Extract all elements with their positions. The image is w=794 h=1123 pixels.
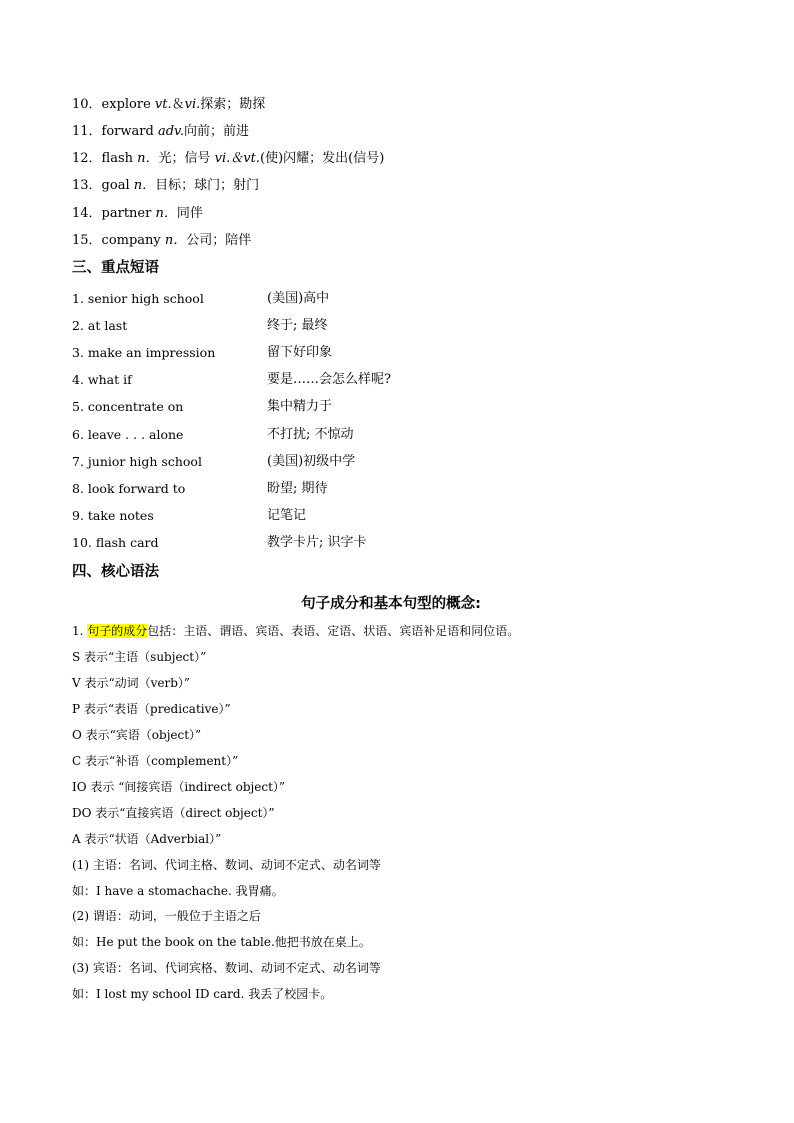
phrase-english: 10. flash card <box>72 535 159 550</box>
vocab-pos: n． <box>137 151 159 166</box>
vocab-meaning: (使)闪耀；发出(信号) <box>260 151 385 166</box>
phrase-chinese: 集中精力于 <box>267 399 333 414</box>
phrase-english: 7. junior high school <box>72 454 202 469</box>
vocab-meaning: 向前；前进 <box>183 124 249 139</box>
vocab-word: forward <box>101 124 158 139</box>
phrase-chinese: 记笔记 <box>267 508 307 523</box>
vocab-number: 11． <box>72 124 102 139</box>
vocab-item <box>72 177 259 194</box>
vocab-number: 10． <box>72 97 102 112</box>
grammar-line: (2) 谓语：动词，一般位于主语之后 <box>72 909 261 923</box>
vocab-number: 14． <box>72 206 102 221</box>
highlighted-term: 句子的成分 <box>87 624 148 638</box>
phrase-english: 6. leave . . . alone <box>72 427 184 442</box>
vocab-word: goal <box>101 178 134 193</box>
phrase-chinese: 要是……会怎么样呢? <box>267 372 391 387</box>
vocab-word: partner <box>101 206 156 221</box>
grammar-line: A 表示“状语（Adverbial）” <box>72 832 222 846</box>
grammar-line: (3) 宾语：名词、代词宾格、数词、动词不定式、动名词等 <box>72 961 381 975</box>
grammar-intro <box>72 623 519 640</box>
phrase-english: 9. take notes <box>72 508 154 523</box>
grammar-line: O 表示“宾语（object）” <box>72 728 202 742</box>
vocab-item <box>72 96 265 113</box>
phrase-english: 1. senior high school <box>72 291 204 306</box>
phrase-english: 8. look forward to <box>72 481 186 496</box>
section-heading-grammar: 四、核心语法 <box>72 564 159 580</box>
vocab-word: flash <box>101 151 138 166</box>
grammar-line: DO 表示“直接宾语（direct object）” <box>72 806 275 820</box>
vocab-pos: n． <box>164 233 187 248</box>
grammar-example: 如：I have a stomachache. 我胃痛。 <box>72 884 284 898</box>
phrase-english: 4. what if <box>72 372 132 387</box>
vocab-number: 15． <box>72 233 102 248</box>
phrase-chinese: 教学卡片; 识字卡 <box>267 535 367 550</box>
vocab-pos2: vi. <box>184 97 201 112</box>
vocab-word: company <box>101 233 165 248</box>
grammar-line: P 表示“表语（predicative）” <box>72 702 231 716</box>
grammar-example: 如：He put the book on the table.他把书放在桌上。 <box>72 935 371 949</box>
vocab-meaning: 探索；勘探 <box>200 97 266 112</box>
grammar-title <box>0 595 794 613</box>
grammar-line: C 表示“补语（complement）” <box>72 754 239 768</box>
phrase-english: 3. make an impression <box>72 345 216 360</box>
vocab-mid: 光；信号 <box>158 151 215 166</box>
vocab-mid: ＆ <box>171 97 185 112</box>
grammar-line: (1) 主语：名词、代词主格、数词、动词不定式、动名词等 <box>72 858 381 872</box>
phrase-chinese: 终于; 最终 <box>267 318 328 333</box>
vocab-pos: n． <box>133 178 156 193</box>
vocab-pos: adv. <box>157 124 184 139</box>
vocab-meaning: 目标；球门；射门 <box>155 178 260 193</box>
vocab-meaning: 公司；陪伴 <box>186 233 252 248</box>
vocab-pos: vt. <box>154 97 172 112</box>
vocab-item <box>72 205 203 222</box>
vocab-item <box>72 123 249 140</box>
phrase-english: 2. at last <box>72 318 128 333</box>
vocab-item <box>72 232 251 249</box>
grammar-intro-text: 包括：主语、谓语、宾语、表语、定语、状语、宾语补足语和同位语。 <box>147 624 520 638</box>
grammar-line: IO 表示 “间接宾语（indirect object）” <box>72 780 286 794</box>
vocab-meaning: 同伴 <box>176 206 203 221</box>
section-heading-phrases: 三、重点短语 <box>72 260 159 276</box>
grammar-line: V 表示“动词（verb）” <box>72 676 191 690</box>
grammar-intro-number: 1. <box>72 624 88 638</box>
vocab-pos2: vi.＆vt. <box>214 151 261 166</box>
phrase-chinese: (美国)高中 <box>267 291 330 306</box>
vocab-word: explore <box>101 97 155 112</box>
phrase-english: 5. concentrate on <box>72 399 184 414</box>
phrase-chinese: (美国)初级中学 <box>267 454 356 469</box>
phrase-chinese: 不打扰; 不惊动 <box>267 427 354 442</box>
vocab-number: 13． <box>72 178 102 193</box>
grammar-title-text: 句子成分和基本句型的概念: <box>301 596 481 612</box>
grammar-example: 如：I lost my school ID card. 我丢了校园卡。 <box>72 987 333 1001</box>
phrase-chinese: 留下好印象 <box>267 345 333 360</box>
phrase-chinese: 盼望; 期待 <box>267 481 328 496</box>
vocab-number: 12． <box>72 151 102 166</box>
vocab-item <box>72 150 384 167</box>
grammar-line: S 表示“主语（subject）” <box>72 650 207 664</box>
vocab-pos: n． <box>155 206 177 221</box>
